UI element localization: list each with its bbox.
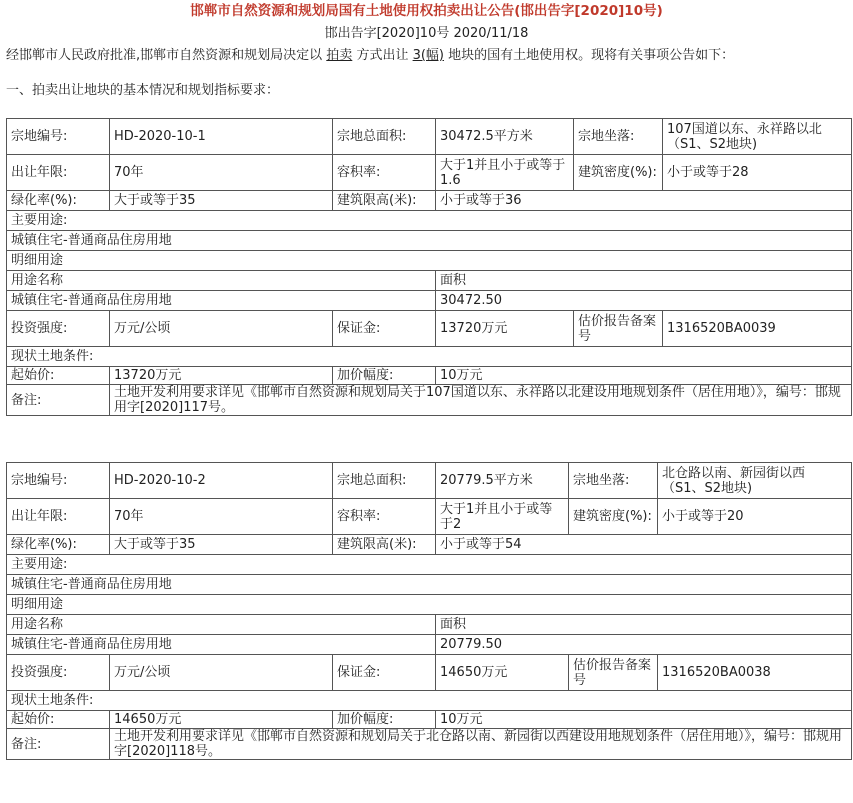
label-increment: 加价幅度:: [333, 711, 436, 729]
label-main-use: 主要用途:: [7, 211, 852, 231]
label-condition: 现状土地条件:: [7, 347, 852, 367]
height-value: 小于或等于36: [436, 191, 852, 211]
table-row: [7, 191, 852, 211]
density-value: 小于或等于20: [658, 499, 852, 535]
table-row: [7, 155, 852, 191]
label-remark: 备注:: [7, 385, 110, 416]
parcel-no-value: HD-2020-10-2: [110, 463, 333, 499]
start-price-value: 14650万元: [110, 711, 333, 729]
label-height: 建筑限高(米):: [333, 191, 436, 211]
density-value: 小于或等于28: [663, 155, 852, 191]
location-value: 北仓路以南、新园街以西（S1、S2地块): [658, 463, 852, 499]
label-area: 面积: [436, 271, 852, 291]
green-value: 大于或等于35: [110, 191, 333, 211]
height-value: 小于或等于54: [436, 535, 852, 555]
parcel-table-2: [6, 462, 852, 760]
table-row: [7, 211, 852, 231]
label-start-price: 起始价:: [7, 711, 110, 729]
label-green: 绿化率(%):: [7, 535, 110, 555]
label-start-price: 起始价:: [7, 367, 110, 385]
far-value: 大于1并且小于或等于1.6: [436, 155, 574, 191]
intro-paragraph: [6, 48, 851, 64]
main-use-value: 城镇住宅-普通商品住房用地: [7, 231, 852, 251]
table-row: [7, 499, 852, 535]
label-parcel-no: 宗地编号:: [7, 119, 110, 155]
appraisal-value: 1316520BA0039: [663, 311, 852, 347]
area-value: 20779.50: [436, 635, 852, 655]
intro-method: 拍卖: [326, 48, 353, 63]
label-invest: 投资强度:: [7, 311, 110, 347]
table-row: [7, 385, 852, 416]
table-row: [7, 231, 852, 251]
invest-value: 万元/公顷: [110, 311, 333, 347]
total-area-value: 20779.5平方米: [436, 463, 569, 499]
label-green: 绿化率(%):: [7, 191, 110, 211]
area-value: 30472.50: [436, 291, 852, 311]
label-location: 宗地坐落:: [574, 119, 663, 155]
table-row: [7, 271, 852, 291]
term-value: 70年: [110, 155, 333, 191]
location-value: 107国道以东、永祥路以北（S1、S2地块): [663, 119, 852, 155]
remark-value: 土地开发利用要求详见《邯郸市自然资源和规划局关于北仓路以南、新园街以西建设用地规划条件（居住用地）》，编号：邯规用字[2020]118号。: [110, 729, 852, 760]
label-detail-use: 明细用途: [7, 595, 852, 615]
label-term: 出让年限:: [7, 155, 110, 191]
label-density: 建筑密度(%):: [574, 155, 663, 191]
table-row: [7, 367, 852, 385]
table-row: [7, 655, 852, 691]
table-row: [7, 615, 852, 635]
label-main-use: 主要用途:: [7, 555, 852, 575]
intro-suffix: 地块的国有土地使用权。现将有关事项公告如下：: [448, 48, 735, 63]
section-heading: 一、拍卖出让地块的基本情况和规划指标要求：: [6, 83, 280, 98]
table-row: [7, 119, 852, 155]
label-parcel-no: 宗地编号:: [7, 463, 110, 499]
table-row: [7, 635, 852, 655]
table-row: [7, 575, 852, 595]
label-total-area: 宗地总面积:: [333, 119, 436, 155]
label-condition: 现状土地条件:: [7, 691, 852, 711]
intro-prefix: 经邯郸市人民政府批准,邯郸市自然资源和规划局决定以: [6, 48, 323, 63]
label-invest: 投资强度:: [7, 655, 110, 691]
green-value: 大于或等于35: [110, 535, 333, 555]
label-area: 面积: [436, 615, 852, 635]
total-area-value: 30472.5平方米: [436, 119, 574, 155]
label-appraisal: 估价报告备案号: [569, 655, 658, 691]
table-row: [7, 691, 852, 711]
table-row: [7, 535, 852, 555]
intro-middle: 方式出让: [356, 48, 409, 63]
label-location: 宗地坐落:: [569, 463, 658, 499]
table-row: [7, 311, 852, 347]
label-density: 建筑密度(%):: [569, 499, 658, 535]
table-row: [7, 729, 852, 760]
label-far: 容积率:: [333, 499, 436, 535]
term-value: 70年: [110, 499, 333, 535]
increment-value: 10万元: [436, 367, 852, 385]
label-term: 出让年限:: [7, 499, 110, 535]
use-name-value: 城镇住宅-普通商品住房用地: [7, 291, 436, 311]
label-deposit: 保证金:: [333, 655, 436, 691]
table-row: [7, 595, 852, 615]
label-remark: 备注:: [7, 729, 110, 760]
label-height: 建筑限高(米):: [333, 535, 436, 555]
main-use-value: 城镇住宅-普通商品住房用地: [7, 575, 852, 595]
table-row: [7, 463, 852, 499]
appraisal-value: 1316520BA0038: [658, 655, 852, 691]
label-appraisal: 估价报告备案号: [574, 311, 663, 347]
table-row: [7, 555, 852, 575]
parcel-table-1: [6, 118, 852, 416]
use-name-value: 城镇住宅-普通商品住房用地: [7, 635, 436, 655]
document-number-date: 邯出告字[2020]10号 2020/11/18: [324, 26, 529, 41]
table-row: [7, 291, 852, 311]
label-use-name: 用途名称: [7, 271, 436, 291]
label-detail-use: 明细用途: [7, 251, 852, 271]
label-increment: 加价幅度:: [333, 367, 436, 385]
increment-value: 10万元: [436, 711, 852, 729]
label-far: 容积率:: [333, 155, 436, 191]
table-row: [7, 347, 852, 367]
label-use-name: 用途名称: [7, 615, 436, 635]
invest-value: 万元/公顷: [110, 655, 333, 691]
label-deposit: 保证金:: [333, 311, 436, 347]
start-price-value: 13720万元: [110, 367, 333, 385]
deposit-value: 14650万元: [436, 655, 569, 691]
parcel-no-value: HD-2020-10-1: [110, 119, 333, 155]
intro-count: 3(幅): [412, 48, 445, 63]
label-total-area: 宗地总面积:: [333, 463, 436, 499]
deposit-value: 13720万元: [436, 311, 574, 347]
table-row: [7, 251, 852, 271]
table-row: [7, 711, 852, 729]
remark-value: 土地开发利用要求详见《邯郸市自然资源和规划局关于107国道以东、永祥路以北建设用地规划条件（居住用地）》，编号：邯规用字[2020]117号。: [110, 385, 852, 416]
far-value: 大于1并且小于或等于2: [436, 499, 569, 535]
page-title: 邯郸市自然资源和规划局国有土地使用权拍卖出让公告(邯出告字[2020]10号): [190, 3, 663, 19]
